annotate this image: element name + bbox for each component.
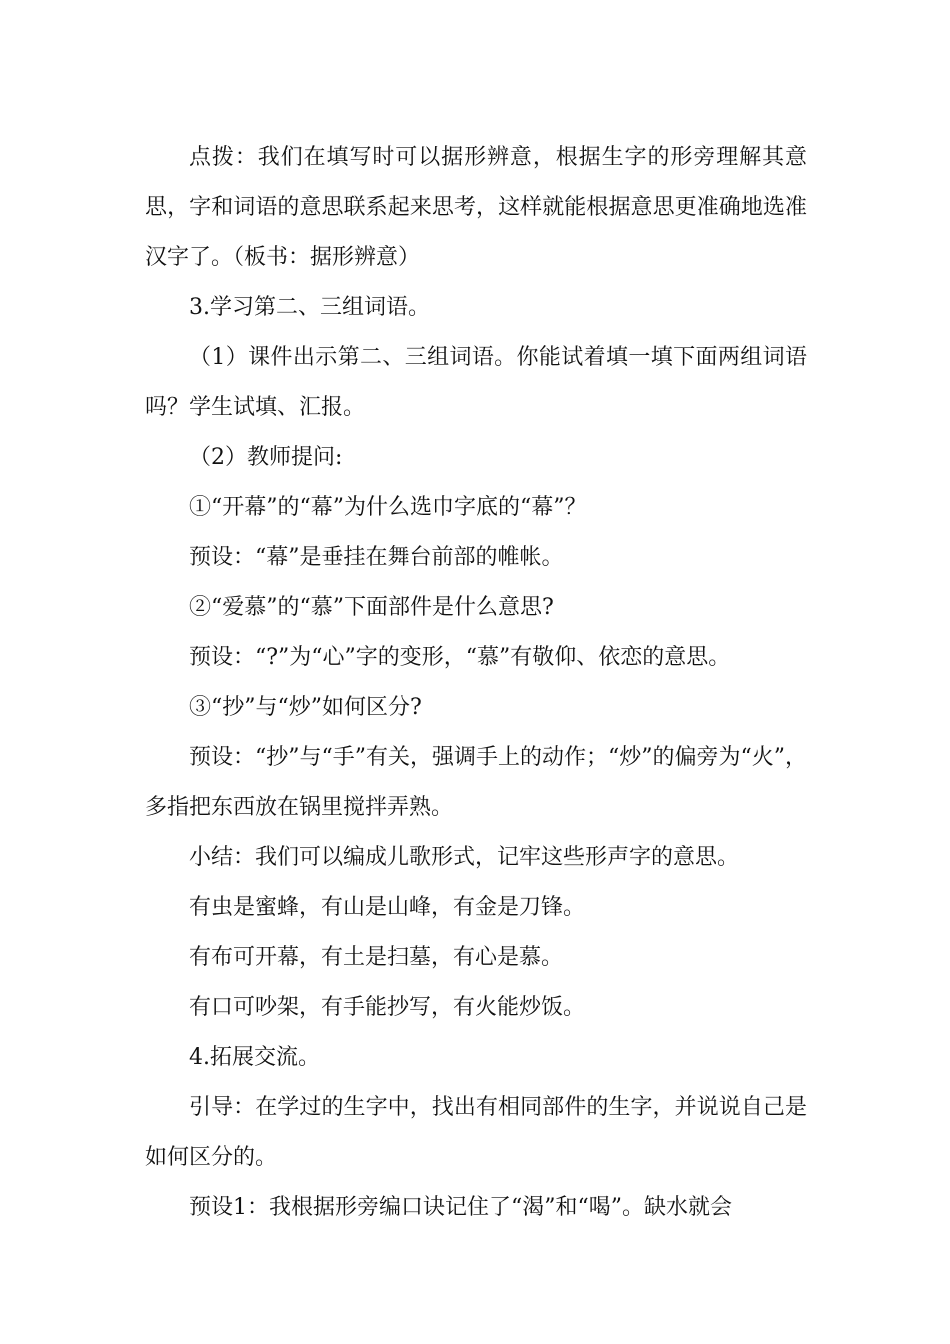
paragraph-step-3-heading: 3.学习第二、三组词语。 <box>189 295 430 320</box>
paragraph-guide: 引导：在学过的生字中，找出有相同部件的生字，并说说自己是如何区分的。 <box>145 1095 807 1170</box>
paragraph-step-3-2: （2）教师提问: <box>189 445 343 470</box>
paragraph-answer-1: 预设：“幕”是垂挂在舞台前部的帷帐。 <box>189 545 564 570</box>
paragraph-hint: 点拨：我们在填写时可以据形辨意，根据生字的形旁理解其意思，字和词语的意思联系起来思考，这样就能根据意思更准确地选准汉字了。（板书：据形辨意） <box>145 145 807 270</box>
paragraph-rhyme-line-1: 有虫是蜜蜂，有山是山峰，有金是刀锋。 <box>189 895 586 920</box>
paragraph-step-4-heading: 4.拓展交流。 <box>189 1045 320 1070</box>
paragraph-preset-1: 预设1：我根据形旁编口诀记住了“渴”和“喝”。缺水就会 <box>189 1195 732 1220</box>
paragraph-answer-3: 预设：“抄”与“手”有关，强调手上的动作；“炒”的偏旁为“火”，多指把东西放在锅里搅拌弄熟。 <box>145 745 807 820</box>
paragraph-answer-2: 预设：“?”为“心”字的变形，“慕”有敬仰、依恋的意思。 <box>189 645 731 670</box>
paragraph-summary: 小结：我们可以编成儿歌形式，记牢这些形声字的意思。 <box>189 845 740 870</box>
paragraph-question-2: ②“爱慕”的“慕”下面部件是什么意思? <box>189 595 554 620</box>
paragraph-question-3: ③“抄”与“炒”如何区分? <box>189 695 422 720</box>
paragraph-step-3-1: （1）课件出示第二、三组词语。你能试着填一填下面两组词语吗？学生试填、汇报。 <box>145 345 807 420</box>
paragraph-rhyme-line-3: 有口可吵架，有手能抄写，有火能炒饭。 <box>189 995 586 1020</box>
document-body <box>145 133 807 1233</box>
paragraph-question-1: ①“开幕”的“幕”为什么选巾字底的“幕”？ <box>189 495 587 520</box>
paragraph-rhyme-line-2: 有布可开幕，有土是扫墓，有心是慕。 <box>189 945 564 970</box>
